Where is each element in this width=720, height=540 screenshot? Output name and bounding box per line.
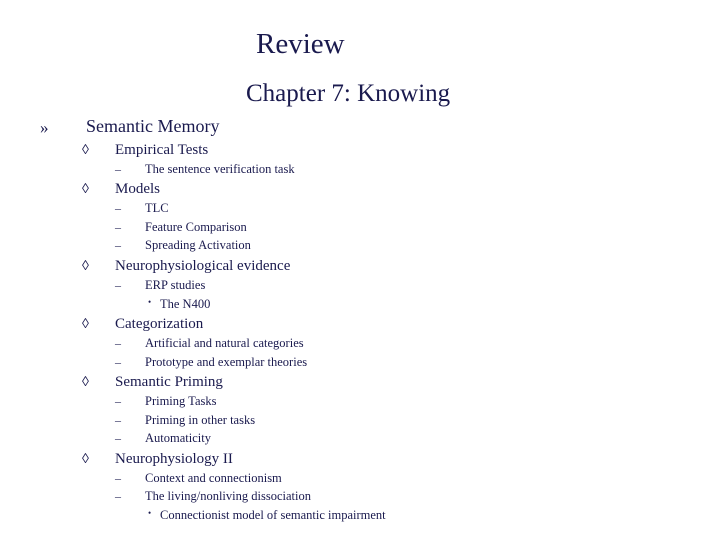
section-heading: Categorization — [115, 316, 204, 332]
list-item — [0, 162, 720, 178]
list-item — [0, 431, 720, 447]
dash-bullet-icon: – — [115, 278, 121, 292]
section-heading: Models — [115, 181, 160, 197]
list-item — [0, 355, 720, 371]
dash-bullet-icon: – — [115, 162, 121, 176]
dash-bullet-icon: – — [115, 355, 121, 369]
list-item — [0, 336, 720, 352]
sub-list-item-text: The N400 — [160, 297, 211, 311]
section-neurophysiology-ii — [0, 451, 720, 471]
list-item — [0, 489, 720, 505]
list-item-text: Spreading Activation — [145, 238, 251, 252]
list-item — [0, 413, 720, 429]
dash-bullet-icon: – — [115, 394, 121, 408]
dash-bullet-icon: – — [115, 431, 121, 445]
list-item — [0, 278, 720, 294]
dash-bullet-icon: – — [115, 336, 121, 350]
sub-list-item — [0, 508, 720, 524]
section-models — [0, 181, 720, 201]
list-item-text: The sentence verification task — [145, 162, 295, 176]
list-item-text: Artificial and natural categories — [145, 336, 304, 350]
list-item-text: Prototype and exemplar theories — [145, 355, 308, 369]
list-item-text: TLC — [145, 201, 169, 215]
sub-list-item-text: Connectionist model of semantic impairment — [160, 508, 386, 522]
list-item-text: Context and connectionism — [145, 471, 282, 485]
section-categorization — [0, 316, 720, 336]
list-item-text: Priming Tasks — [145, 394, 217, 408]
section-heading: Neurophysiology II — [115, 451, 233, 467]
section-heading: Neurophysiological evidence — [115, 258, 291, 274]
dash-bullet-icon: – — [115, 220, 121, 234]
section-heading: Empirical Tests — [115, 142, 209, 158]
diamond-bullet-icon: ◊ — [82, 143, 89, 158]
sub-list-item — [0, 297, 720, 313]
dash-bullet-icon: – — [115, 201, 121, 215]
dash-bullet-icon: – — [115, 471, 121, 485]
list-item — [0, 201, 720, 217]
section-semantic-priming — [0, 374, 720, 394]
list-item — [0, 238, 720, 254]
list-item-text: Priming in other tasks — [145, 413, 256, 427]
list-item — [0, 220, 720, 236]
list-item-text: Automaticity — [145, 431, 211, 445]
section-neurophysiological-evidence — [0, 258, 720, 278]
list-item-text: Feature Comparison — [145, 220, 247, 234]
list-item — [0, 394, 720, 410]
diamond-bullet-icon: ◊ — [82, 182, 89, 197]
diamond-bullet-icon: ◊ — [82, 317, 89, 332]
diamond-bullet-icon: ◊ — [82, 375, 89, 390]
section-empirical-tests — [0, 142, 720, 162]
main-topic: Semantic Memory — [86, 116, 220, 136]
slide-title: Review — [256, 28, 345, 60]
list-item — [0, 471, 720, 487]
section-heading: Semantic Priming — [115, 374, 223, 390]
dash-bullet-icon: – — [115, 489, 121, 503]
diamond-bullet-icon: ◊ — [82, 259, 89, 274]
level1-bullet: » — [40, 118, 49, 137]
diamond-bullet-icon: ◊ — [82, 452, 89, 467]
dot-bullet-icon: • — [148, 297, 152, 307]
dot-bullet-icon: • — [148, 508, 152, 518]
dash-bullet-icon: – — [115, 238, 121, 252]
list-item-text: ERP studies — [145, 278, 206, 292]
list-item-text: The living/nonliving dissociation — [145, 489, 311, 503]
dash-bullet-icon: – — [115, 413, 121, 427]
slide-subtitle: Chapter 7: Knowing — [246, 80, 451, 107]
